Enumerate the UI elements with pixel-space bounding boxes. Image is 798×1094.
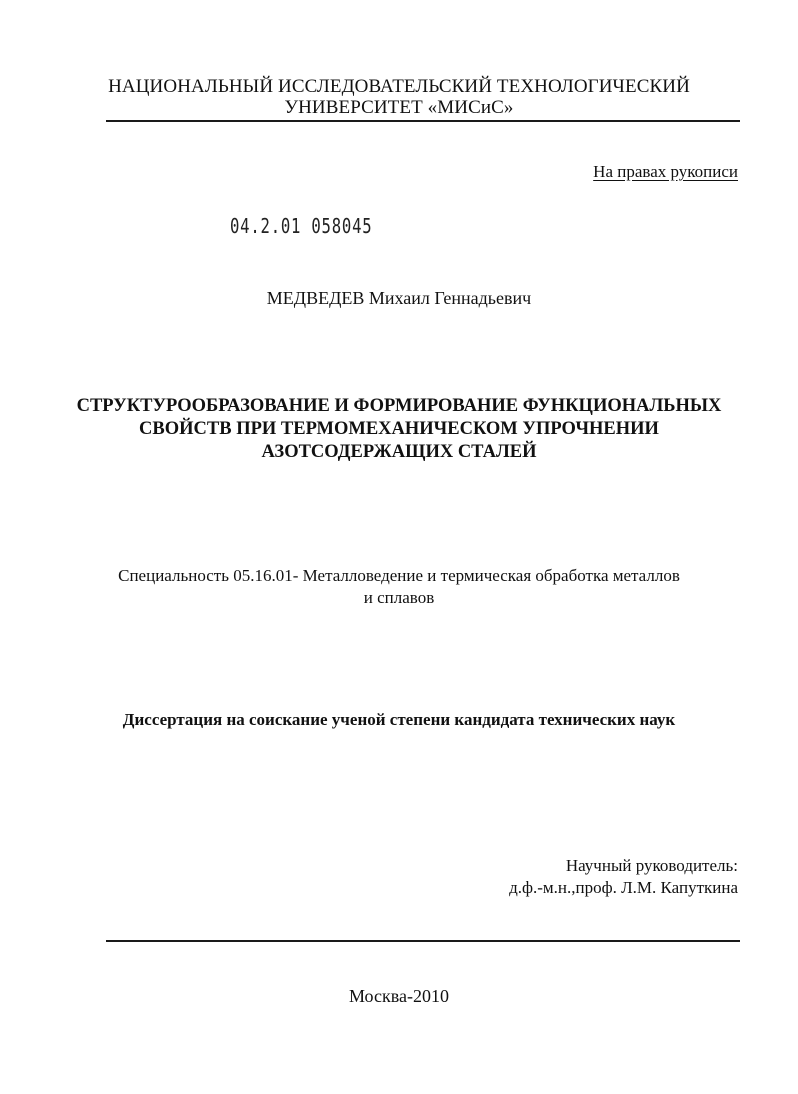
manuscript-note: На правах рукописи — [593, 162, 738, 181]
author-name: МЕДВЕДЕВ Михаил Геннадьевич — [266, 288, 532, 308]
thesis-title-line2: СВОЙСТВ ПРИ ТЕРМОМЕХАНИЧЕСКОМ УПРОЧНЕНИИ — [139, 419, 659, 439]
dissertation-statement: Диссертация на соискание ученой степени кандидата технических наук — [122, 710, 676, 729]
thesis-title-line3: АЗОТСОДЕРЖАЩИХ СТАЛЕЙ — [261, 442, 537, 462]
university-name-line2: УНИВЕРСИТЕТ «МИСиС» — [284, 97, 514, 118]
library-stamp: 04.2.01 058045 — [230, 214, 373, 238]
city-year: Москва-2010 — [349, 986, 449, 1006]
supervisor-name: д.ф.-м.н.,проф. Л.М. Капуткина — [509, 878, 738, 897]
specialty-line2: и сплавов — [363, 588, 435, 607]
specialty-line1: Специальность 05.16.01- Металловедение и термическая обработка металлов — [118, 566, 680, 585]
thesis-title-line1: СТРУКТУРООБРАЗОВАНИЕ И ФОРМИРОВАНИЕ ФУНКЦИОНАЛЬНЫХ — [76, 396, 722, 416]
footer-divider — [106, 940, 740, 942]
supervisor-label: Научный руководитель: — [565, 856, 738, 875]
university-name-line1: НАЦИОНАЛЬНЫЙ ИССЛЕДОВАТЕЛЬСКИЙ ТЕХНОЛОГИЧЕСКИЙ — [108, 76, 690, 97]
header-divider — [106, 120, 740, 122]
